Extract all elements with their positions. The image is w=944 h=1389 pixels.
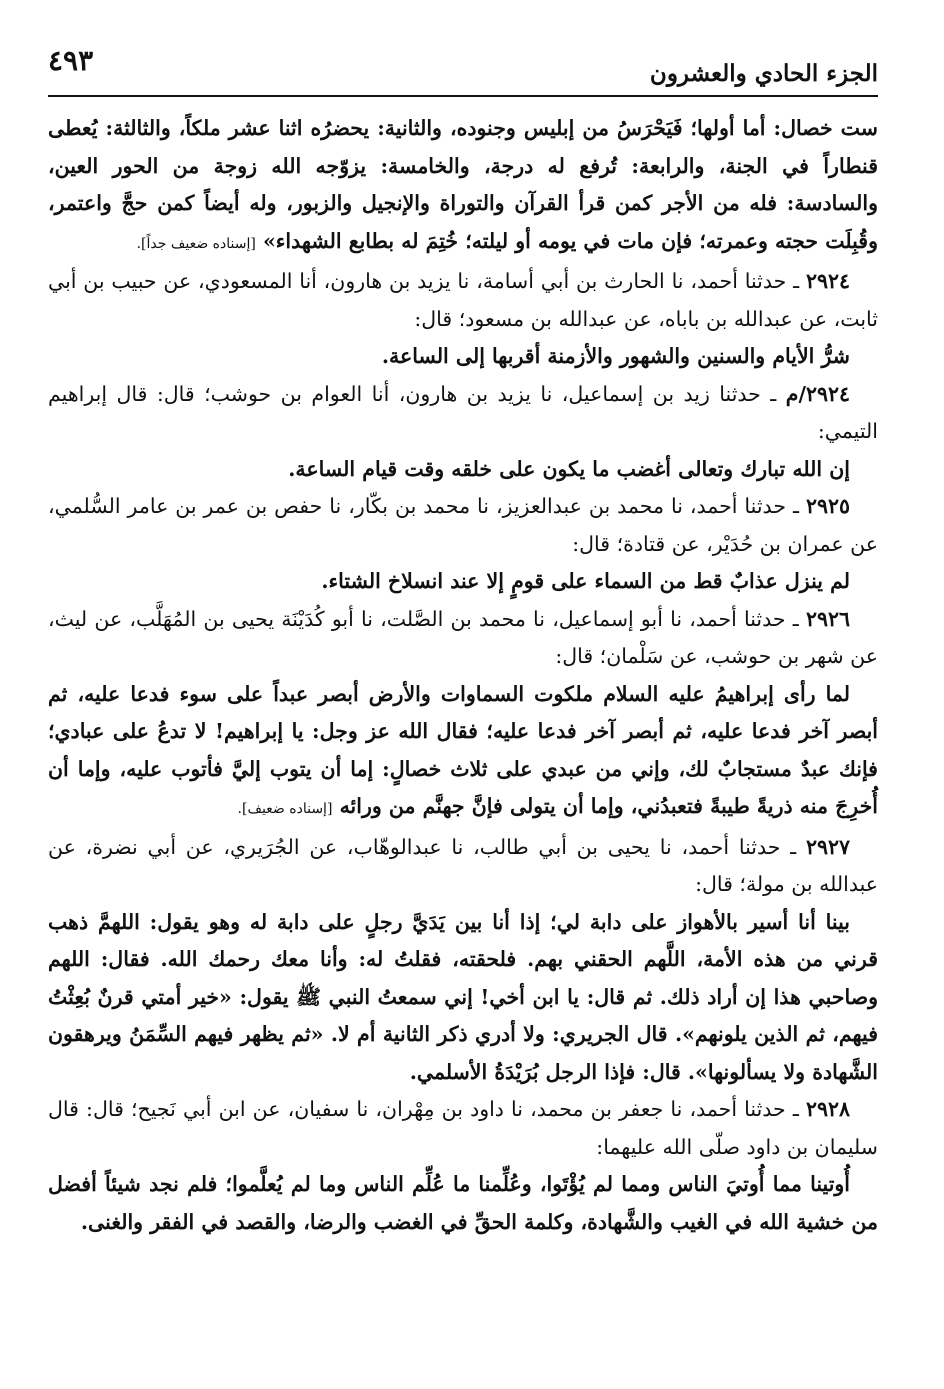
hadith-chain	[48, 376, 878, 451]
hadith-text: لم ينزل عذابٌ قط من السماء على قومٍ إلا عند انسلاخ الشتاء.	[321, 569, 850, 593]
page-number: ٤٩٣	[48, 44, 94, 77]
chain-text: ـ حدثنا أحمد، نا الحارث بن أبي أسامة، نا يزيد بن هارون، أنا المسعودي، عن حبيب بن أبي ثابت، عن عبدالله بن باباه، عن عبدالله بن مسعود؛ قال:	[48, 269, 878, 331]
hadith-number: ٢٩٢٥	[805, 494, 850, 518]
hadith-number: ٢٩٢٧	[805, 834, 850, 859]
header-rule	[48, 95, 878, 97]
chain-text: ـ حدثنا زيد بن إسماعيل، نا يزيد بن هارون، أنا العوام بن حوشب؛ قال: قال إبراهيم التيمي:	[48, 381, 878, 443]
hadith-text	[48, 676, 878, 829]
hadith-number: ٢٩٢٨	[805, 1097, 850, 1121]
hadith-text: أُوتينا مما أُوتيَ الناس ومما لم يُؤْتَوا، وعُلِّمنا ما عُلِّم الناس وما لم يُعلَّموا؛ فلم نجد شيئاً أفضل من خشية الله في الغيب والشَّهادة، وكلمة الحقِّ في الغضب والرضا، والقصد في الفقر والغنى.	[48, 1172, 878, 1234]
grading-note: [إسناده ضعيف جداً].	[136, 235, 256, 252]
chain-text: ـ حدثنا أحمد، نا يحيى بن أبي طالب، نا عبدالوهّاب، عن الجُرَيري، عن أبي نضرة، عن عبدالله بن مولة؛ قال:	[48, 834, 878, 896]
hadith-number: ٢٩٢٤/م	[785, 381, 850, 406]
hadith-chain	[48, 829, 878, 904]
running-title: الجزء الحادي والعشرون	[649, 60, 878, 87]
hadith-text: إن الله تبارك وتعالى أغضب ما يكون على خلقه وقت قيام الساعة.	[288, 456, 850, 481]
chain-text: ـ حدثنا أحمد، نا محمد بن عبدالعزيز، نا محمد بن بكّار، نا حفص بن عمر بن عامر السُّلمي، عن عمران بن حُدَيْر، عن قتادة؛ قال:	[48, 494, 878, 556]
paragraph-continuation	[48, 110, 878, 263]
chain-text: ـ حدثنا أحمد، نا جعفر بن محمد، نا داود بن مِهْران، نا سفيان، عن ابن أبي نَجيح؛ قال: قال سليمان بن داود صلّى الله عليهما:	[48, 1097, 878, 1159]
document-page	[48, 40, 878, 1234]
hadith-chain	[48, 488, 878, 563]
hadith-chain	[48, 263, 878, 338]
hadith-chain	[48, 1091, 878, 1166]
paragraph-text: ست خصال: أما أولها؛ فَيَحْرَسُ من إبليس وجنوده، والثانية: يحضرُه اثنا عشر ملكاً، والثالثة: يُعطى قنطاراً في الجنة، والرابعة: تُرفع له درجة، والخامسة: يزوّجه الله زوجة من الحور العين، والسادسة: فله من الأجر كمن قرأ القرآن والتوراة والإنجيل والزبور، وله أيضاً كمن حجَّ واعتمر، وقُبِلَت حجته وعمرته؛ فإن مات في يومه أو ليلته؛ خُتِمَ له بطابع الشهداء»	[48, 116, 878, 253]
grading-note: [إسناده ضعيف].	[237, 801, 333, 817]
page-body	[48, 110, 878, 1241]
page-header	[48, 40, 878, 98]
hadith-chain	[48, 601, 878, 676]
hadith-text: شرُّ الأيام والسنين والشهور والأزمنة أقربها إلى الساعة.	[381, 344, 850, 368]
hadith-text: بينا أنا أسير بالأهواز على دابة لي؛ إذا أنا بين يَدَيَّ رجلٍ على دابة له وهو يقول: اللهمَّ ذهب قرني من هذه الأمة، اللَّهم الحقني بهم. فلحقته، فقلتُ له: وأنا معك رحمك الله. فقال: اللهم وصاحبي هذا إن أراد ذلك. ثم قال: يا ابن أخي! إني سمعتُ النبي ﷺ يقول: «خير أمتي قرنٌ بُعِثْتُ فيهم، ثم الذين يلونهم». قال الجريري: ولا أدري ذكر الثانية أم لا. «ثم يظهر فيهم السِّمَنُ ويرهقون الشَّهادة ولا يسألونها». قال: فإذا الرجل بُرَيْدَةُ الأسلمي.	[48, 909, 878, 1084]
chain-text: ـ حدثنا أحمد، نا أبو إسماعيل، نا محمد بن الصَّلت، نا أبو كُدَيْنَة يحيى بن المُهَلَّب، عن ليث، عن شهر بن حوشب، عن سَلْمان؛ قال:	[48, 606, 878, 668]
paragraph-text: لما رأى إبراهيمُ عليه السلام ملكوت السماوات والأرض أبصر عبداً على سوء فدعا عليه، ثم أبصر آخر فدعا عليه، ثم أبصر آخر فدعا عليه؛ فقال الله عز وجل: يا إبراهيم! لا تدعُ على عبادي؛ فإنك عبدٌ مستجابٌ لك، وإني من عبدي على ثلاث خصالٍ: إما أن يتوب إليَّ فأتوب عليه، وإما أن أُخرِجَ منه ذريةً طيبةً فتعبدُني، وإما أن يتولى فإنَّ جهنَّم من ورائه	[48, 681, 878, 818]
hadith-number: ٢٩٢٤	[805, 269, 850, 293]
hadith-number: ٢٩٢٦	[805, 606, 850, 631]
